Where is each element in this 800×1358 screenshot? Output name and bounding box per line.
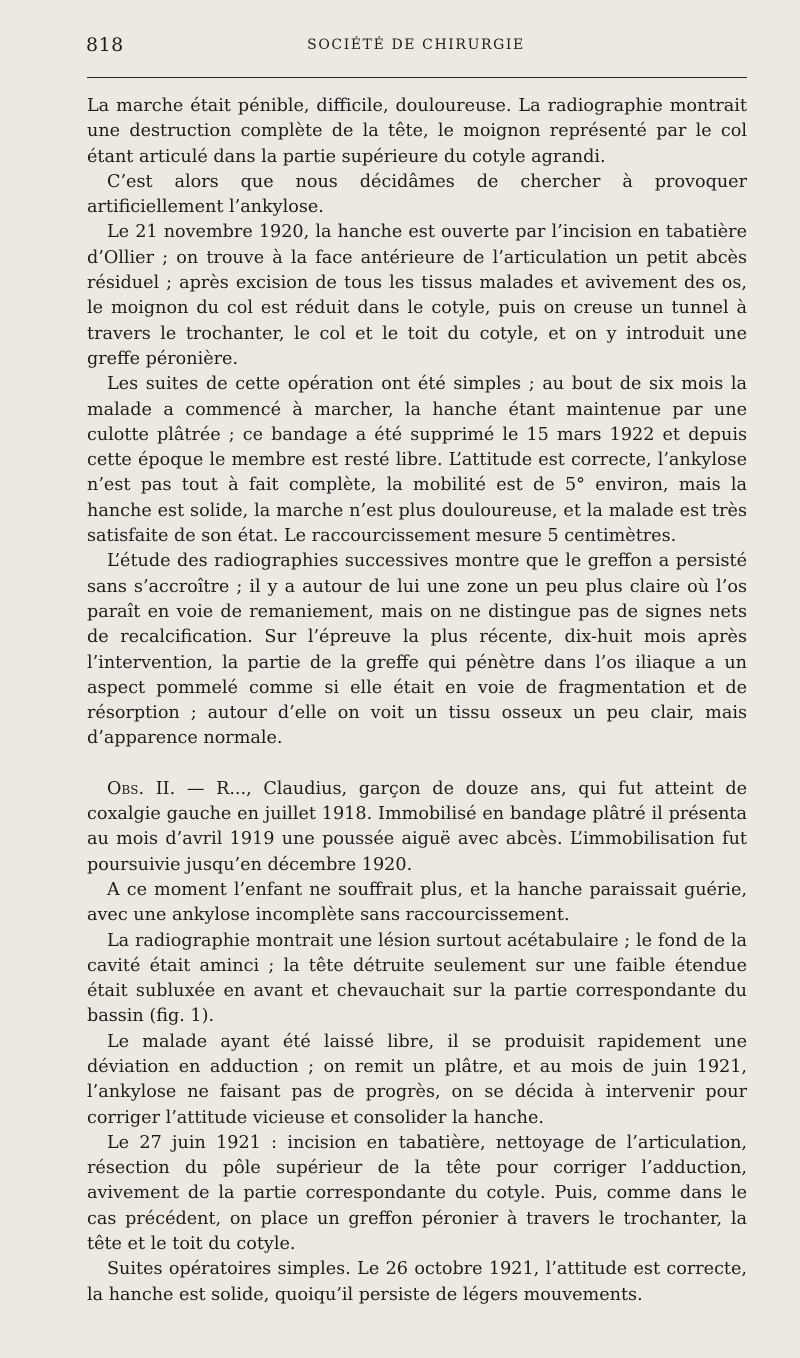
paragraph: Le 27 juin 1921 : incision en tabatière, nettoyage de l’articulation, résection du pôle supérieur de la tête pour corriger l’adduction, avivement de la partie correspondante du cotyle. Puis, comme dans le cas précédent, on place un greffon péronier à travers le trochanter, la tête et le toit du cotyle.: [87, 1132, 747, 1255]
page-number: 818: [86, 34, 124, 56]
paragraph: A ce moment l’enfant ne souffrait plus, et la hanche paraissait guérie, avec une ankylose incomplète sans raccourcissement.: [87, 879, 747, 926]
paragraph: Le malade ayant été laissé libre, il se produisit rapidement une déviation en adduction ; on remit un plâtre, et au mois de juin 1921, l’ankylose ne faisant pas de progrès, on se décida à intervenir pour corriger l’attitude vicieuse et consolider la hanche.: [87, 1031, 747, 1128]
body-text: [87, 94, 747, 1308]
paragraph: C’est alors que nous décidâmes de chercher à provoquer artificiellement l’ankylose.: [87, 171, 747, 218]
paragraph: La marche était pénible, difficile, douloureuse. La radiographie montrait une destruction complète de la tête, le moignon représenté par le col étant articulé dans la partie supérieure du cotyle agrandi.: [87, 96, 747, 167]
observation-label: Obs. II.: [107, 778, 176, 799]
running-title: SOCIÉTÉ DE CHIRURGIE: [307, 37, 525, 53]
observation-intro: — R..., Claudius, garçon de douze ans, qui fut atteint de coxalgie gauche en juillet 1918. Immobilisé en bandage plâtré il présenta au mois d’avril 1919 une poussée aiguë avec abcès. L’immobilisation fut poursuivie jusqu’en décembre 1920.: [87, 778, 748, 875]
paragraph: Les suites de cette opération ont été simples ; au bout de six mois la malade a commencé à marcher, la hanche étant maintenue par une culotte plâtrée ; ce bandage a été supprimé le 15 mars 1922 et depuis cette époque le membre est resté libre. L’attitude est correcte, l’ankylose n’est pas tout à fait complète, la mobilité est de 5° environ, mais la hanche est solide, la marche n’est plus douloureuse, et la malade est très satisfaite de son état. Le raccourcissement mesure 5 centimètres.: [87, 374, 747, 547]
observation-heading-paragraph: [87, 777, 747, 878]
paragraph: La radiographie montrait une lésion surtout acétabulaire ; le fond de la cavité était aminci ; la tête détruite seulement sur une faible étendue était subluxée en avant et chevauchait sur la partie correspondante du bassin (fig. 1).: [87, 930, 747, 1027]
paragraph: L’étude des radiographies successives montre que le greffon a persisté sans s’accroître ; il y a autour de lui une zone un peu plus claire où l’os paraît en voie de remaniement, mais on ne distingue pas de signes nets de recalcification. Sur l’épreuve la plus récente, dix-huit mois après l’intervention, la partie de la greffe qui pénètre dans l’os iliaque a un aspect pommelé comme si elle était en voie de fragmentation et de résorption ; autour d’elle on voit un tissu osseux un peu clair, mais d’apparence normale.: [87, 551, 747, 749]
page-header: [86, 34, 746, 58]
paragraph: Suites opératoires simples. Le 26 octobre 1921, l’attitude est correcte, la hanche est solide, quoiqu’il persiste de légers mouvements.: [87, 1259, 747, 1305]
paragraph: Le 21 novembre 1920, la hanche est ouverte par l’incision en tabatière d’Ollier ; on trouve à la face antérieure de l’articulation un petit abcès résiduel ; après excision de tous les tissus malades et avivement des os, le moignon du col est réduit dans le cotyle, puis on creuse un tunnel à travers le trochanter, le col et le toit du cotyle, et on y introduit une greffe péronière.: [87, 222, 747, 369]
header-rule: [87, 77, 747, 78]
